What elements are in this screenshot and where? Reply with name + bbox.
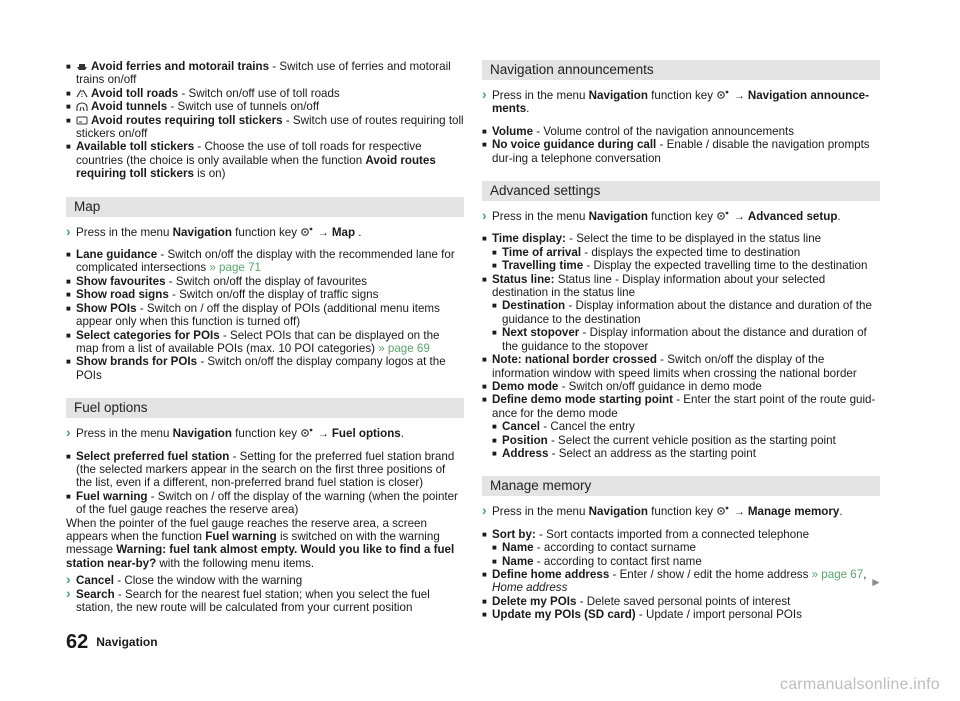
settings-key-icon xyxy=(716,211,730,221)
toll-sticker-icon xyxy=(76,115,88,124)
option-item: › Cancel - Close the window with the warning xyxy=(66,574,464,587)
section-heading-map: Map xyxy=(66,197,464,217)
sub-list-item: ■ Time of arrival - displays the expected time to destination xyxy=(482,246,880,259)
page-link[interactable]: » page 67 xyxy=(811,567,864,581)
continue-arrow-icon: ► xyxy=(870,575,882,589)
list-item: ■ Time display: - Select the time to be displayed in the status line xyxy=(482,232,880,245)
list-item: ■ Avoid routes requiring toll stickers - Switch use of routes requiring toll stickers on/off xyxy=(66,114,464,141)
list-item: ■ Avoid ferries and motorail trains - Switch use of ferries and motorail trains on/off xyxy=(66,60,464,87)
page-number: 62 xyxy=(66,631,89,653)
list-item: ■ Show brands for POIs - Switch on/off the display company logos at the POIs xyxy=(66,355,464,382)
page-link[interactable]: » page 71 xyxy=(209,261,261,275)
settings-key-icon xyxy=(716,506,730,516)
list-item: ■ Note: national border crossed - Switch on/off the display of the information window with speed limits when crossing the national border xyxy=(482,353,880,380)
watermark: carmanualsonline.info xyxy=(780,676,940,693)
section-heading-announcements: Navigation announcements xyxy=(482,60,880,80)
sub-list-item: ■ Position - Select the current vehicle position as the starting point xyxy=(482,434,880,447)
right-column xyxy=(482,60,880,622)
left-column xyxy=(66,60,464,614)
nav-path: › Press in the menu Navigation function key → Manage memory. xyxy=(482,505,880,518)
list-item: ■ Show favourites - Switch on/off the display of favourites xyxy=(66,275,464,288)
list-item: ■ Lane guidance - Switch on/off the display with the recommended lane for complicated intersections » page 71 xyxy=(66,248,464,275)
list-item: ■ Demo mode - Switch on/off guidance in demo mode xyxy=(482,380,880,393)
option-item: › Search - Search for the nearest fuel station; when you select the fuel station, the new route will be calculated from your current position xyxy=(66,588,464,615)
list-item: ■ Available toll stickers - Choose the use of toll roads for respective countries (the choice is only available when the function Avoid routes requiring toll stickers is on) xyxy=(66,140,464,180)
sub-list-item: ■ Travelling time - Display the expected travelling time to the destination xyxy=(482,259,880,272)
sub-list-item: ■ Cancel - Cancel the entry xyxy=(482,420,880,433)
nav-path: › Press in the menu Navigation function key → Navigation announce-ments. xyxy=(482,89,880,116)
list-item: ■ Delete my POIs - Delete saved personal points of interest xyxy=(482,595,880,608)
list-item: ■ Volume - Volume control of the navigation announcements xyxy=(482,125,880,138)
list-item: ■ No voice guidance during call - Enable / disable the navigation prompts dur-ing a telephone conversation xyxy=(482,138,880,165)
page-link[interactable]: » page 69 xyxy=(378,341,430,355)
list-item: ■ Sort by: - Sort contacts imported from a connected telephone xyxy=(482,528,880,541)
list-item: ■ Update my POIs (SD card) - Update / import personal POIs xyxy=(482,608,880,621)
list-item: ■ Define demo mode starting point - Enter the start point of the route guid-ance for the demo mode xyxy=(482,393,880,420)
section-heading-memory: Manage memory xyxy=(482,476,880,496)
nav-path: › Press in the menu Navigation function key → Advanced setup. xyxy=(482,210,880,223)
settings-key-icon xyxy=(300,428,314,438)
page-footer xyxy=(66,631,158,654)
footer-title: Navigation xyxy=(96,635,158,649)
list-item: ■ Select preferred fuel station - Setting for the preferred fuel station brand (the selected markers appear in the search on the first three positions of the list, even if a different, non-preferred brand fuel station is closer) xyxy=(66,450,464,490)
sub-list-item: ■ Destination - Display information about the distance and duration of the guidance to the destination xyxy=(482,299,880,326)
list-item: ■ Define home address - Enter / show / edit the home address » page 67, Home address xyxy=(482,568,880,595)
section-heading-fuel: Fuel options xyxy=(66,398,464,418)
nav-path: › Press in the menu Navigation function key → Fuel options. xyxy=(66,427,464,440)
sub-list-item: ■ Next stopover - Display information about the distance and duration of the guidance to the stopover xyxy=(482,326,880,353)
list-item: ■ Show POIs - Switch on / off the display of POIs (additional menu items appear only when this function is turned off) xyxy=(66,302,464,329)
list-item: ■ Status line: Status line - Display information about your selected destination in the status line xyxy=(482,273,880,300)
settings-key-icon xyxy=(300,227,314,237)
sub-list-item: ■ Name - according to contact surname xyxy=(482,541,880,554)
ferry-icon xyxy=(76,61,88,70)
sub-list-item: ■ Address - Select an address as the starting point xyxy=(482,447,880,460)
nav-path: › Press in the menu Navigation function key → Map . xyxy=(66,226,464,239)
list-item: ■ Show road signs - Switch on/off the display of traffic signs xyxy=(66,288,464,301)
toll-road-icon xyxy=(76,88,88,97)
list-item: ■ Avoid toll roads - Switch on/off use of toll roads xyxy=(66,87,464,100)
settings-key-icon xyxy=(716,90,730,100)
section-heading-advanced: Advanced settings xyxy=(482,181,880,201)
sub-list-item: ■ Name - according to contact first name xyxy=(482,555,880,568)
paragraph: When the pointer of the fuel gauge reaches the reserve area, a screen appears when the function Fuel warning is switched on with the warning message Warning: fuel tank almost empty. Would you like to find a fuel station near-by? with the following menu items. xyxy=(66,516,455,570)
list-item: ■ Select categories for POIs - Select POIs that can be displayed on the map from a list of available POIs (max. 10 POI categories) » page 69 xyxy=(66,329,464,356)
list-item: ■ Fuel warning - Switch on / off the display of the warning (when the pointer of the fuel gauge reaches the reserve area) xyxy=(66,490,464,517)
list-item: ■ Avoid tunnels - Switch use of tunnels on/off xyxy=(66,100,464,113)
tunnel-icon xyxy=(76,101,88,110)
